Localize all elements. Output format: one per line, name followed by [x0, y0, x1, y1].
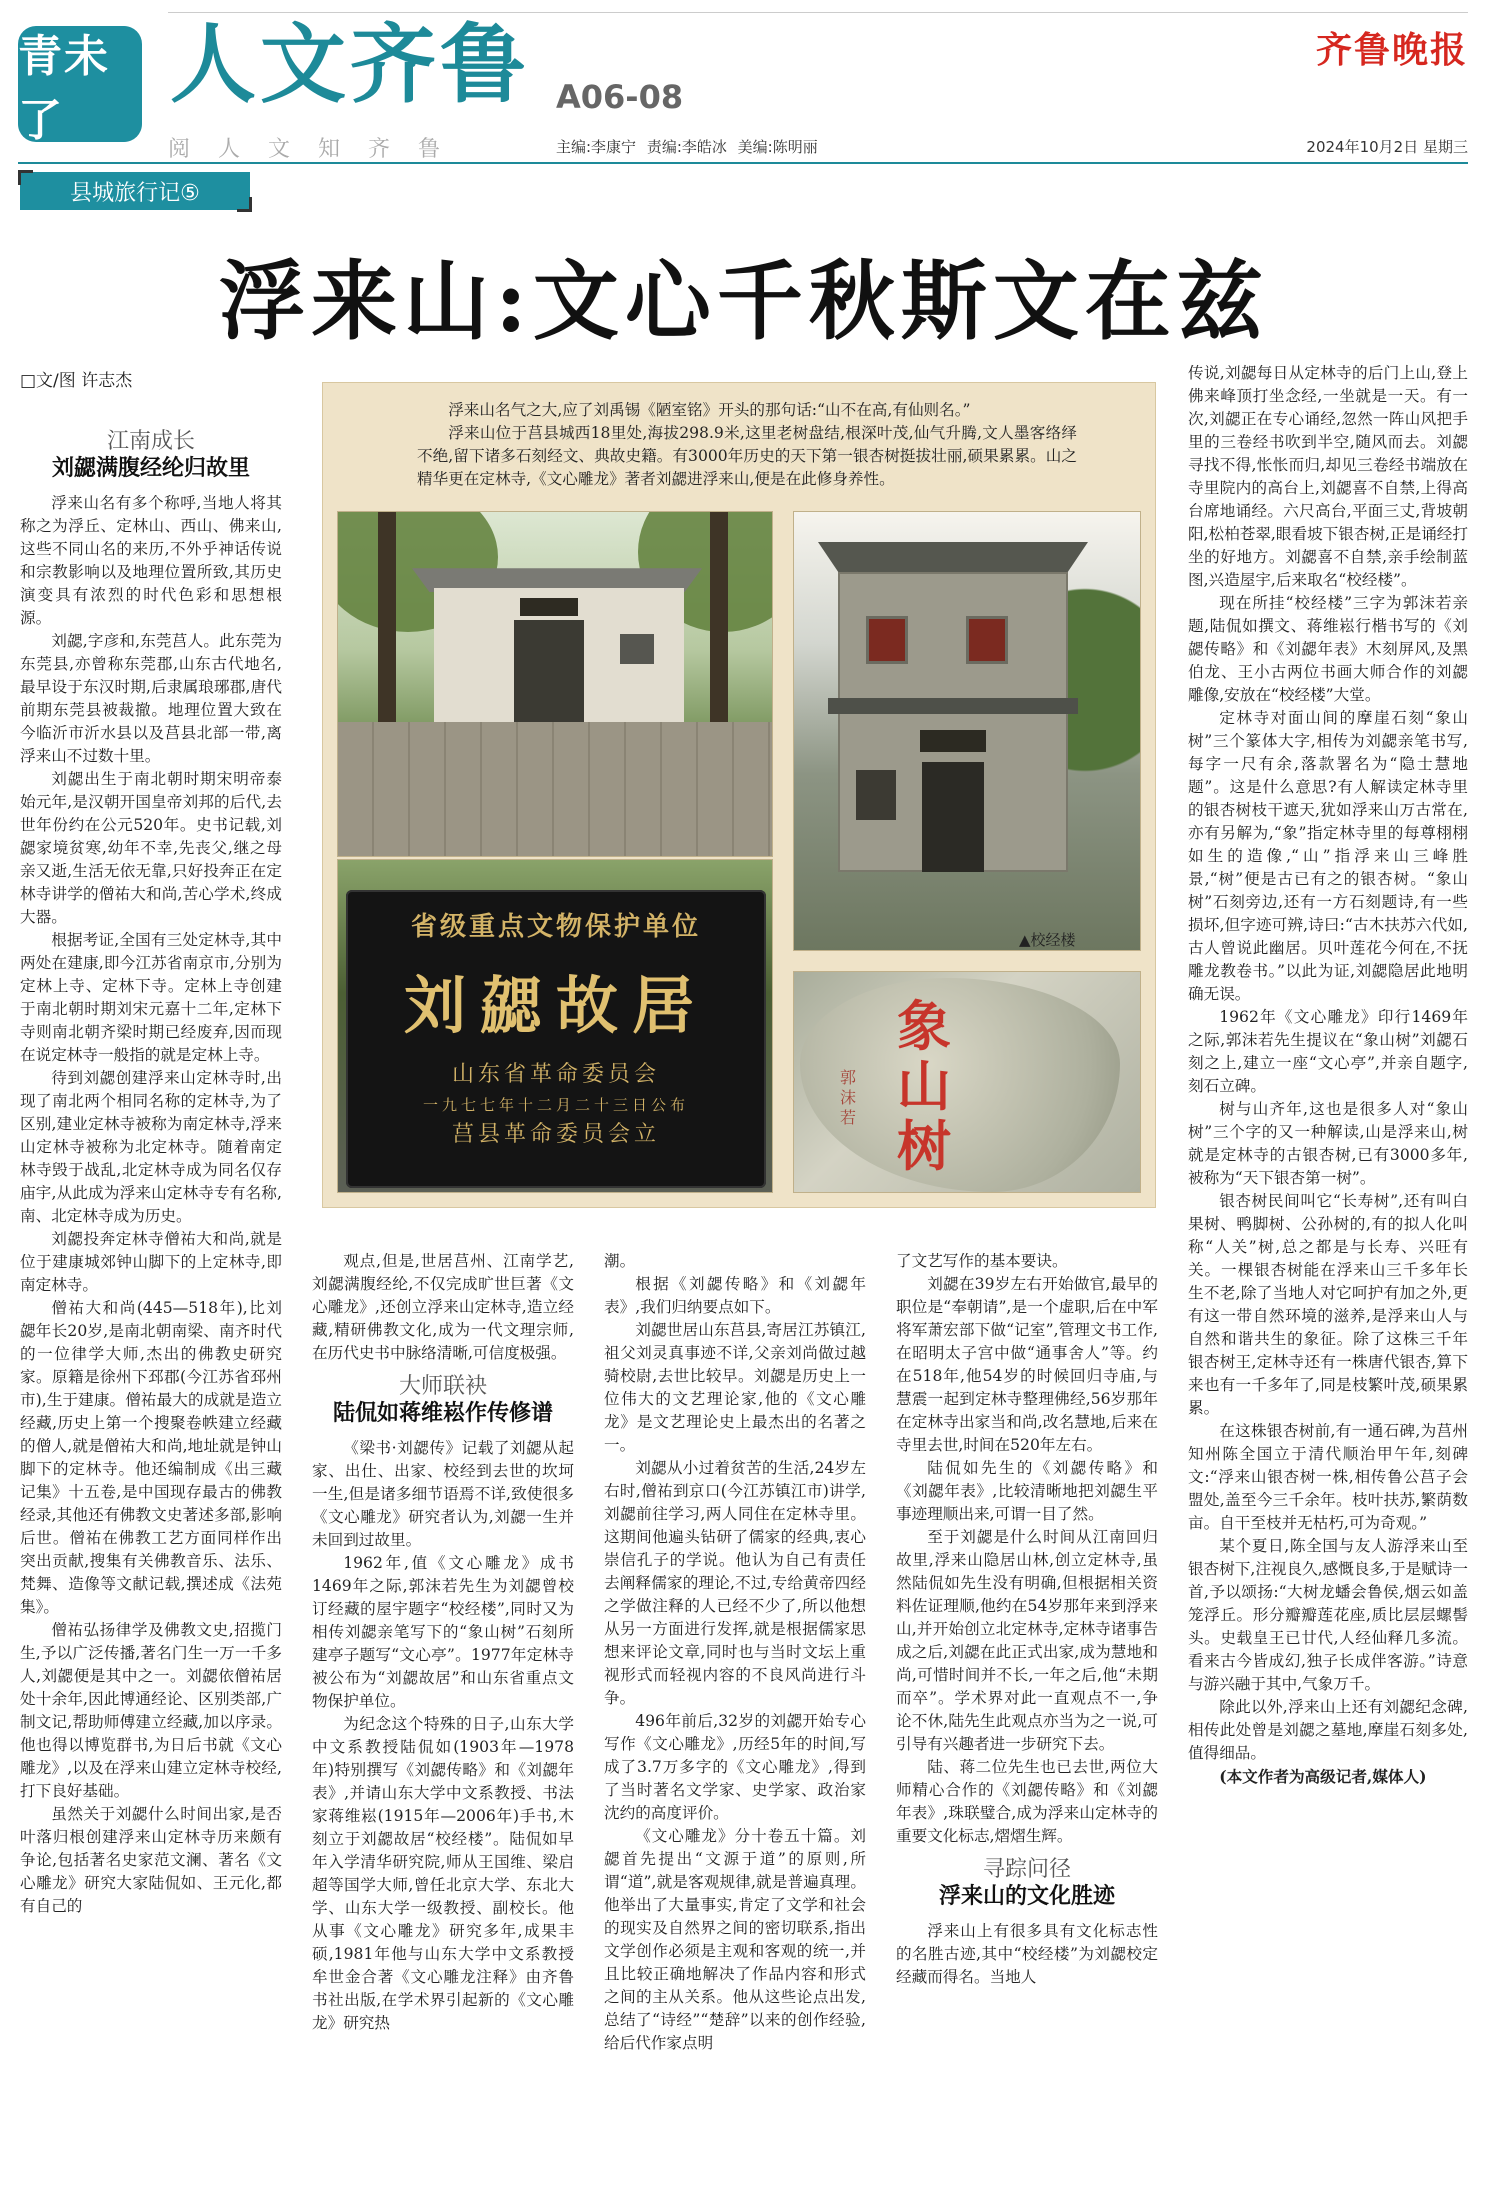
rock-carving-main: 象山树	[897, 994, 951, 1178]
photo-caption: ▲校经楼	[1019, 931, 1076, 949]
section-kicker: 江南成长	[106, 429, 195, 454]
section-subhead: 刘勰满腹经纶归故里	[51, 455, 250, 481]
tree-trunk	[710, 512, 728, 752]
paragraph: 至于刘勰是什么时间从江南回归故里,浮来山隐居山林,创立定林寺,虽然陆侃如先生没有明确,但根据相关资料佐证理顺,他约在54岁那年来到浮来山,并开始创立北定林寺,定林寺诸事告成之后,刘勰在此正式出家,成为慧地和尚,可惜时间并不长,一年之后,他“未期而卒”。学术界对此一直观点不一,争论不休,陆先生此观点亦当为之一说,可引导有兴趣者进一步研究下去。	[896, 1528, 1158, 1753]
intro-paragraph: 浮来山位于莒县城西18里处,海拔298.9米,这里老树盘结,根深叶茂,仙气升腾,文人墨客络绎不绝,留下诸多石刻经文、典故史籍。有3000年历史的天下第一银杏树挺拔壮丽,硕果累累。山之精华更在定林寺,《文心雕龙》著者刘勰进浮来山,便是在此修身养性。	[417, 424, 1077, 488]
newspaper-brand: 齐鲁晚报	[1315, 29, 1468, 71]
pavilion-window	[856, 770, 896, 820]
paragraph: 为纪念这个特殊的日子,山东大学中文系教授陆侃如(1903年—1978年)特别撰写《刘勰传略》和《刘勰年表》,并请山东大学中文系教授、书法家蒋维崧(1915年—2006年)手书,木刻立于刘勰故居“校经楼”。陆侃如早年入学清华研究院,师从王国维、梁启超等国学大师,曾任北京大学、东北大学、山东大学一级教授、副校长。他从事《文心雕龙》研究多年,成果丰硕,1981年他与山东大学中文系教授牟世金合著《文心雕龙注释》由齐鲁书社出版,在学术界引起新的《文心雕龙》研究热	[312, 1715, 574, 2032]
stone-inscription	[346, 1060, 766, 1150]
paragraph: 1962年,值《文心雕龙》成书1469年之际,郭沫若先生为刘勰曾校订经藏的屋宇题字“校经楼”,同时又为相传刘勰亲笔写下的“象山树”石刻所建亭子题写“文心亭”。1977年定林寺被公布为“刘勰故居”和山东省重点文物保护单位。	[312, 1554, 574, 1710]
section-subhead: 浮来山的文化胜迹	[938, 1883, 1115, 1909]
article-column-1	[20, 424, 282, 2178]
gate-window	[620, 634, 654, 664]
gate-plaque	[520, 598, 578, 616]
paragraph: 现在所挂“校经楼”三字为郭沫若亲题,陆侃如撰文、蒋维崧行楷书写的《刘勰传略》和《刘勰年表》木刻屏风,及黑伯龙、王小古两位书画大师合作的刘勰雕像,安放在“校经楼”大堂。	[1188, 594, 1468, 704]
paragraph: 定林寺对面山间的摩崖石刻“象山树”三个篆体大字,相传为刘勰亲笔书写,每字一尺有余,落款署名为“隐士慧地题”。这是什么意思?有人解读定林寺里的银杏树枝干遮天,犹如浮来山万古常在,亦有另解为,“象”指定林寺里的每尊栩栩如生的造像,“山”指浮来山三峰胜景,“树”便是古已有之的银杏树。“象山树”石刻旁边,还有一方石刻题诗,有一些损坏,但字迹可辨,诗曰:“古木扶苏六代如,古人曾说此幽居。贝叶莲花今何在,不抚雕龙教卷书。”以此为证,刘勰隐居此地明确无误。	[1188, 709, 1468, 1003]
logo-text: 青未了	[18, 31, 110, 146]
paragraph: 浮来山上有很多具有文化标志性的名胜古迹,其中“校经楼”为刘勰校定经藏而得名。当地人	[896, 1922, 1158, 1986]
paragraph: 刘勰出生于南北朝时期宋明帝泰始元年,是汉朝开国皇帝刘邦的后代,去世年份约在公元520年。史书记载,刘勰家境贫寒,幼年不幸,先丧父,继之母亲又逝,生活无依无靠,只好投奔正在定林寺讲学的僧祐大和尚,苦心学术,终成大器。	[20, 770, 282, 926]
pavilion-door	[922, 762, 984, 872]
tree-trunk	[378, 512, 396, 752]
article-column-3	[604, 1250, 866, 2178]
memorial-stone-tablet	[346, 890, 766, 1188]
stone-heading: 省级重点文物保护单位	[410, 912, 701, 942]
paragraph: 僧祐大和尚(445—518年),比刘勰年长20岁,是南北朝南梁、南齐时代的一位律学大师,杰出的佛教史研究家。原籍是徐州下邳郡(今江苏省邳州市),生于建康。僧祐最大的成就是造立经藏,历史上第一个搜聚卷帙建立经藏的僧人,就是僧祐大和尚,地址就是钟山脚下的定林寺。他还编制成《出三藏记集》十五卷,是中国现存最古的佛教经录,其他还有佛教文史著述多部,影响后世。僧祐在佛教工艺方面同样作出突出贡献,搜集有关佛教音乐、法乐、梵舞、造像等文献记载,撰述成《法苑集》。	[20, 1299, 282, 1616]
section-kicker: 寻踪问径	[982, 1857, 1071, 1882]
pavilion-plaque	[920, 730, 986, 752]
pavilion-roof	[818, 534, 1088, 574]
paragraph: 潮。	[604, 1252, 636, 1270]
article-byline: □文/图 许志杰	[20, 371, 133, 391]
section-slogan: 阅人文知齐鲁	[168, 137, 469, 162]
article-column-4	[896, 1250, 1158, 2178]
photo-carved-rock	[793, 971, 1141, 1193]
paragraph: 传说,刘勰每日从定林寺的后门上山,登上佛来峰顶打坐念经,一坐就是一天。有一次,刘勰正在专心诵经,忽然一阵山风把手里的三卷经书吹到半空,随风而去。刘勰寻找不得,怅怅而归,却见三卷经书端放在寺里院内的高台上,刘勰喜不自禁,上得高台席地诵经。六尺高台,平面三丈,背坡朝阳,松柏苍翠,眼看坡下银杏树,正是诵经打坐的好地方。刘勰喜不自禁,亲手绘制蓝图,兴造屋宇,后来取名“校经楼”。	[1188, 364, 1468, 589]
stone-title: 刘勰故居	[403, 969, 708, 1042]
article-column-2	[312, 1250, 574, 2178]
paragraph: 根据考证,全国有三处定林寺,其中两处在建康,即今江苏省南京市,分别为定林上寺、定林下寺。定林上寺创建于南北朝时期刘宋元嘉十二年,定林下寺则南北朝齐梁时期已经废弃,因而现在说定林寺一般指的就是定林上寺。	[20, 931, 282, 1064]
photo-feature-box	[322, 382, 1156, 1208]
article-headline: 浮来山:文心千秋斯文在兹	[219, 251, 1269, 352]
page-number: A06-08	[556, 78, 684, 116]
paragraph: 除此以外,浮来山上还有刘勰纪念碑,相传此处曾是刘勰之墓地,摩崖石刻多处,值得细品。	[1188, 1698, 1468, 1762]
section-subhead: 陆侃如蒋维崧作传修谱	[332, 1400, 553, 1426]
article-column-5	[1188, 362, 1468, 2178]
rock-carving-side: 郭沫若	[840, 1068, 857, 1127]
paragraph: 刘勰投奔定林寺僧祐大和尚,就是位于建康城郊钟山脚下的上定林寺,即南定林寺。	[20, 1230, 282, 1294]
pavilion-eave	[828, 698, 1078, 714]
section-logo	[18, 26, 142, 146]
paragraph: 观点,但是,世居莒州、江南学艺,刘勰满腹经纶,不仅完成旷世巨著《文心雕龙》,还创立浮来山定林寺,造立经藏,精研佛教文化,成为一代文理宗师,在历代史书中脉络清晰,可信度极强。	[312, 1252, 574, 1362]
intro-paragraph: 浮来山名气之大,应了刘禹锡《陋室铭》开头的那句话:“山不在高,有仙则名。”	[448, 401, 971, 419]
paragraph: 根据《刘勰传略》和《刘勰年表》,我们归纳要点如下。	[604, 1275, 866, 1316]
photo-jiaojing-pavilion	[793, 511, 1141, 951]
paragraph: 《文心雕龙》分十卷五十篇。刘勰首先提出“文源于道”的原则,所谓“道”,就是客观规律,就是普遍真理。他举出了大量事实,肯定了文学和社会的现实及自然界之间的密切联系,指出文学创作必须是主观和客观的统一,并且比较正确地解决了作品内容和形式之间的主从关系。他从这些论点出发,总结了“诗经”“楚辞”以来的创作经验,给后代作家点明	[604, 1827, 866, 2052]
paragraph: 《梁书·刘勰传》记载了刘勰从起家、出仕、出家、校经到去世的坎坷一生,但是诸多细节语焉不详,致使很多《文心雕龙》研究者认为,刘勰一生并未回到过故里。	[312, 1439, 574, 1549]
paragraph: 496年前后,32岁的刘勰开始专心写作《文心雕龙》,历经5年的时间,写成了3.7万多字的《文心雕龙》,得到了当时著名文学家、史学家、政治家沈约的高度评价。	[604, 1712, 866, 1822]
paragraph: 树与山齐年,这也是很多人对“象山树”三个字的又一种解读,山是浮来山,树就是定林寺的古银杏树,已有3000多年,被称为“天下银杏第一树”。	[1188, 1100, 1468, 1187]
stone-line: 山东省革命委员会	[451, 1062, 660, 1087]
paragraph: 虽然关于刘勰什么时间出家,是否叶落归根创建浮来山定林寺历来颇有争论,包括著名史家范文澜、著名《文心雕龙》研究大家陆侃如、王元化,都有自己的	[20, 1805, 282, 1915]
paragraph: 1962年《文心雕龙》印行1469年之际,郭沫若先生提议在“象山树”刘勰石刻之上,建立一座“文心亭”,并亲自题字,刻石立碑。	[1188, 1008, 1468, 1095]
paragraph: 陆、蒋二位先生也已去世,两位大师精心合作的《刘勰传略》和《刘勰年表》,珠联璧合,成为浮来山定林寺的重要文化标志,熠熠生辉。	[896, 1758, 1158, 1845]
photo-temple-gate	[337, 511, 773, 857]
column-tag: 县城旅行记⑤	[20, 172, 250, 210]
paragraph: 僧祐弘扬律学及佛教文史,招揽门生,予以广泛传播,著名门生一万一千多人,刘勰便是其中之一。刘勰依僧祐居处十余年,因此博通经论、区别类部,广制文记,帮助师傅建立经藏,加以序录。他也得以博览群书,为日后书就《文心雕龙》,以及在浮来山建立定林寺校经,打下良好基础。	[20, 1621, 282, 1800]
paragraph: 刘勰,字彦和,东莞莒人。此东莞为东莞县,亦曾称东莞郡,山东古代地名,最早设于东汉时期,后隶属琅琊郡,唐代前期东莞县被裁撤。地理位置大致在今临沂市沂水县以及莒县北部一带,离浮来山不过数十里。	[20, 632, 282, 765]
top-rule	[168, 12, 1468, 13]
paragraph: 浮来山名有多个称呼,当地人将其称之为浮丘、定林山、西山、佛来山,这些不同山名的来历,不外乎神话传说和宗教影响以及地理位置所致,其历史演变具有浓烈的时代色彩和思想根源。	[20, 494, 282, 627]
paragraph: 刘勰从小过着贫苦的生活,24岁左右时,僧祐到京口(今江苏镇江市)讲学,刘勰前往学习,两人同住在定林寺里。这期间他遍头钻研了儒家的经典,衷心崇信孔子的学说。他认为自己有责任去阐释儒家的理论,不过,专给黄帝四经之学做注释的人已经不少了,所以他想从另一方面进行发挥,就是根据儒家思想来评论文章,同时也与当时文坛上重视形式而轻视内容的不良风尚进行斗争。	[604, 1459, 866, 1707]
page-section-title: 人文齐鲁	[170, 14, 530, 115]
section-kicker: 大师联袂	[398, 1374, 487, 1399]
paragraph: 待到刘勰创建浮来山定林寺时,出现了南北两个相同名称的定林寺,为了区别,建业定林寺被称为南定林寺,浮来山定林寺被称为北定林寺。随着南定林寺毁于战乱,北定林寺成为同名仅存庙宇,从此成为浮来山定林寺专有名称,南、北定林寺成为历史。	[20, 1069, 282, 1225]
paragraph: 银杏树民间叫它“长寿树”,还有叫白果树、鸭脚树、公孙树的,有的拟人化叫称“人关”树,总之都是与长寿、兴旺有关。一棵银杏树能在浮来山三千多年长生不老,除了当地人对它呵护有加之外,更有这一带自然环境的滋养,是浮来山人与自然和谐共生的象征。除了这株三千年银杏树王,定林寺还有一株唐代银杏,算下来也有一千多年了,同是枝繁叶茂,硕果累累。	[1188, 1192, 1468, 1417]
editors-line: 主编:李康宁 责编:李皓冰 美编:陈明丽	[556, 138, 818, 156]
author-note: (本文作者为高级记者,媒体人)	[1219, 1767, 1427, 1786]
pavilion-window	[966, 616, 1008, 664]
photo-memorial-stone	[337, 859, 773, 1193]
paragraph: 在这株银杏树前,有一通石碑,为莒州知州陈全国立于清代顺治甲午年,刻碑文:“浮来山银杏树一株,相传鲁公莒子会盟处,盖至今三千余年。枝叶扶苏,繁荫数亩。自干至枝并无枯朽,可为奇观。”	[1188, 1422, 1468, 1532]
intro-text	[417, 399, 1077, 491]
paragraph: 了文艺写作的基本要诀。	[896, 1252, 1068, 1270]
paragraph: 刘勰世居山东莒县,寄居江苏镇江,祖父刘灵真事迹不详,父亲刘尚做过越骑校尉,去世比较早。刘勰是历史上一位伟大的文艺理论家,他的《文心雕龙》是文艺理论史上最杰出的名著之一。	[604, 1321, 866, 1454]
issue-date: 2024年10月2日 星期三	[1306, 138, 1468, 156]
gate-door	[514, 620, 584, 738]
paragraph: 某个夏日,陈全国与友人游浮来山至银杏树下,注视良久,感慨良多,于是赋诗一首,予以颂扬:“大树龙蟠会鲁侯,烟云如盖笼浮丘。形分瓣瓣莲花座,质比层层螺髻头。史载皇王已廿代,人经仙释几多流。看来古今皆成幻,独子长成伴客游。”诗意与游兴融于其中,气象万千。	[1188, 1537, 1468, 1693]
paragraph: 陆侃如先生的《刘勰传略》和《刘勰年表》,比较清晰地把刘勰生平事迹理顺出来,可谓一目了然。	[896, 1459, 1158, 1523]
paragraph: 刘勰在39岁左右开始做官,最早的职位是“奉朝请”,是一个虚职,后在中军将军萧宏部下做“记室”,管理文书工作,在昭明太子宫中做“通事舍人”等。约在518年,他54岁的时候回归寺庙,与慧震一起到定林寺整理佛经,56岁那年在定林寺出家当和尚,改名慧地,后来在寺里去世,时间在520年左右。	[896, 1275, 1158, 1454]
carved-rock	[800, 978, 1120, 1192]
masthead-rule	[18, 162, 1468, 164]
stone-line: 莒县革命委员会立	[451, 1122, 660, 1147]
pavilion-window	[866, 616, 908, 664]
stone-line: 一九七七年十二月二十三日公布	[422, 1096, 689, 1114]
stone-retaining-wall	[338, 722, 773, 857]
